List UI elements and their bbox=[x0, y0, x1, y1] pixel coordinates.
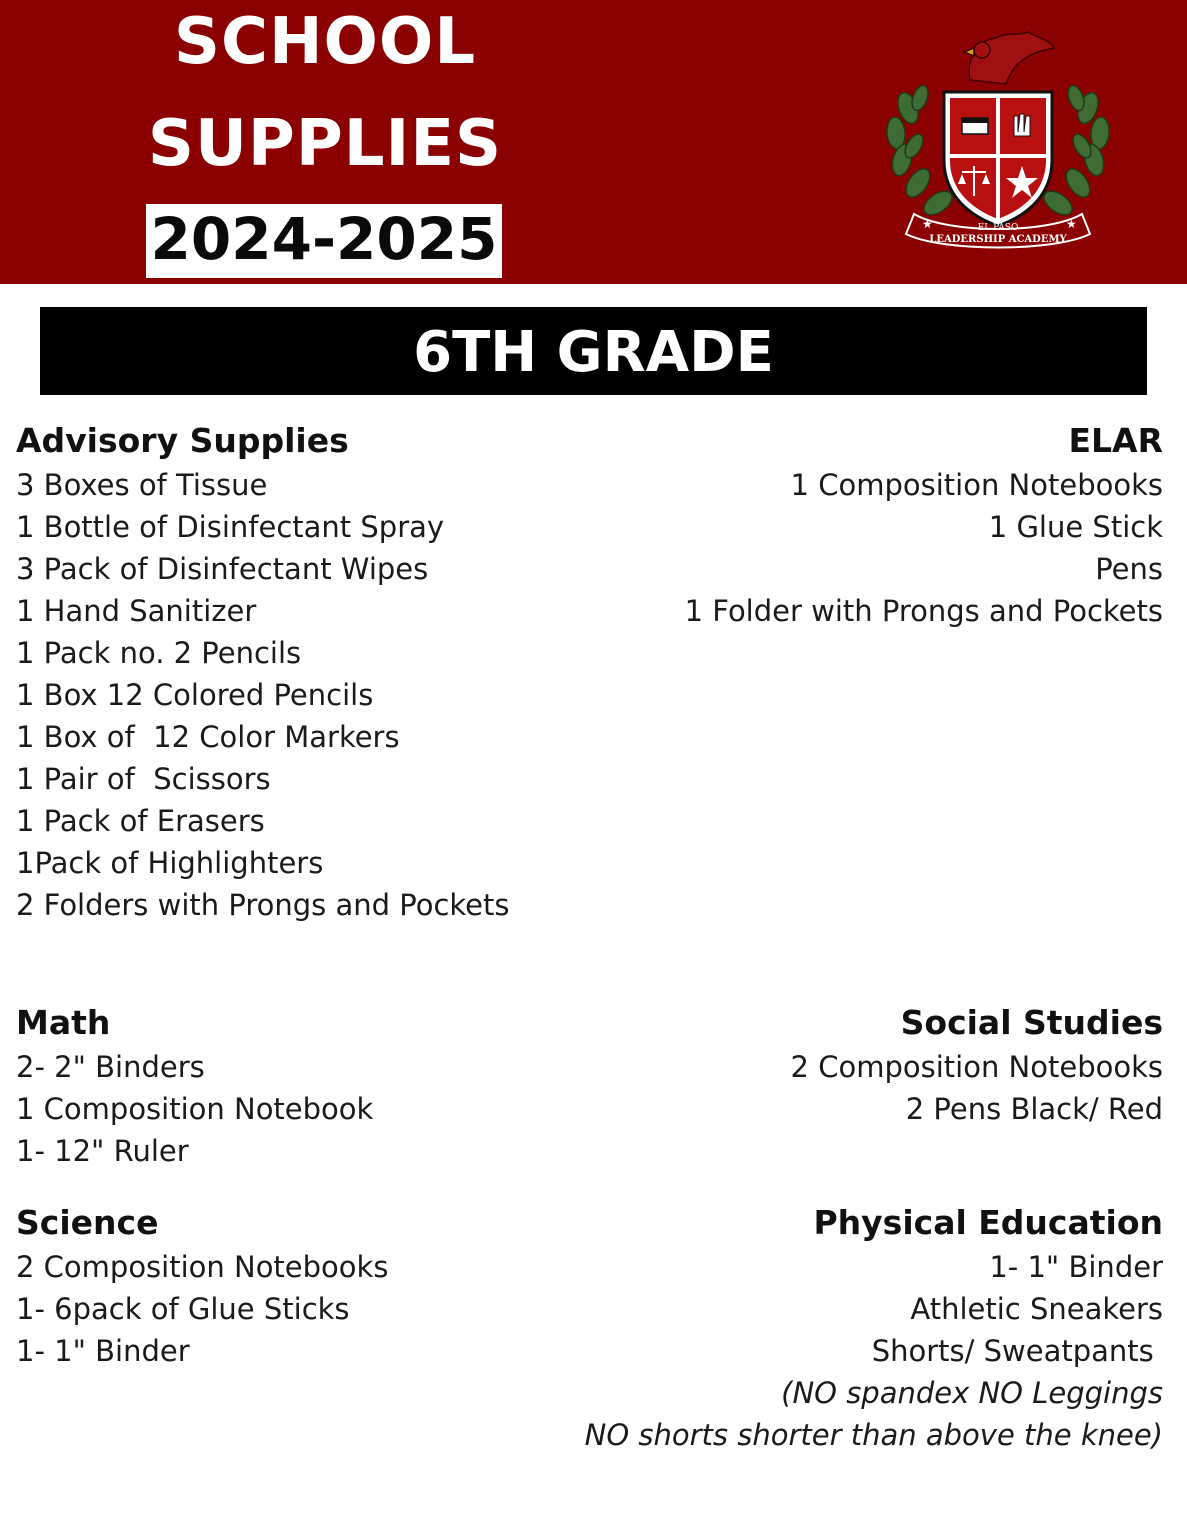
list-item: 1 Folder with Prongs and Pockets bbox=[684, 594, 1163, 628]
section-title: Physical Education bbox=[813, 1203, 1163, 1242]
grade-banner bbox=[40, 307, 1147, 395]
list-item: 2 Composition Notebooks bbox=[16, 1250, 389, 1284]
list-item: Athletic Sneakers bbox=[910, 1292, 1163, 1326]
list-item: Pens bbox=[1095, 552, 1163, 586]
svg-text:★: ★ bbox=[922, 217, 933, 231]
section-title: Science bbox=[16, 1203, 159, 1242]
list-item: 1 Pack of Erasers bbox=[16, 804, 265, 838]
dress-code-note: NO shorts shorter than above the knee) bbox=[584, 1418, 1163, 1452]
list-item: 3 Boxes of Tissue bbox=[16, 468, 268, 502]
supply-list bbox=[685, 464, 1163, 632]
list-item: 1 Hand Sanitizer bbox=[16, 594, 257, 628]
list-item: 2- 2" Binders bbox=[16, 1050, 205, 1084]
crest-banner-text-2: LEADERSHIP ACADEMY bbox=[929, 234, 1067, 245]
supply-list bbox=[16, 1046, 373, 1172]
list-item: 1- 12" Ruler bbox=[16, 1134, 189, 1168]
science-section bbox=[16, 1200, 388, 1372]
school-crest-logo bbox=[878, 28, 1118, 260]
grade-title: 6TH GRADE bbox=[413, 320, 774, 385]
list-item: 1 Box 12 Colored Pencils bbox=[16, 678, 374, 712]
dress-code-note: (NO spandex NO Leggings bbox=[781, 1376, 1163, 1410]
list-item: 1 Bottle of Disinfectant Spray bbox=[16, 510, 445, 544]
supply-list bbox=[16, 464, 509, 926]
supply-list bbox=[16, 1246, 388, 1372]
year-box bbox=[146, 204, 502, 278]
list-item: 1 Pair of Scissors bbox=[16, 762, 271, 796]
section-title: Math bbox=[16, 1003, 111, 1042]
list-item: 1Pack of Highlighters bbox=[16, 846, 324, 880]
physical-education-section bbox=[585, 1200, 1163, 1456]
list-item: 1 Composition Notebooks bbox=[790, 468, 1163, 502]
section-title: Advisory Supplies bbox=[16, 421, 349, 460]
section-title: Social Studies bbox=[900, 1003, 1163, 1042]
list-item: 1 Box of 12 Color Markers bbox=[16, 720, 400, 754]
list-item: Shorts/ Sweatpants bbox=[871, 1334, 1163, 1368]
list-item: 1 Pack no. 2 Pencils bbox=[16, 636, 302, 670]
list-item: 3 Pack of Disinfectant Wipes bbox=[16, 552, 429, 586]
list-item: 1- 1" Binder bbox=[16, 1334, 190, 1368]
header-banner bbox=[0, 0, 1187, 284]
social-studies-section bbox=[791, 1000, 1163, 1130]
list-item: 2 Composition Notebooks bbox=[790, 1050, 1163, 1084]
school-year: 2024-2025 bbox=[150, 205, 498, 273]
advisory-supplies-section bbox=[16, 418, 509, 926]
supply-list bbox=[585, 1246, 1163, 1456]
svg-text:★: ★ bbox=[1066, 217, 1077, 231]
list-item: 2 Folders with Prongs and Pockets bbox=[16, 888, 510, 922]
supply-list bbox=[791, 1046, 1163, 1130]
title-line-2: SUPPLIES bbox=[147, 107, 503, 181]
section-title: ELAR bbox=[1068, 421, 1163, 460]
elar-section bbox=[685, 418, 1163, 632]
title-line-1: SCHOOL bbox=[173, 5, 477, 79]
math-section bbox=[16, 1000, 373, 1172]
crest-banner-text-1: EL PASO bbox=[977, 223, 1019, 233]
list-item: 2 Pens Black/ Red bbox=[905, 1092, 1163, 1126]
list-item: 1 Composition Notebook bbox=[16, 1092, 374, 1126]
list-item: 1- 6pack of Glue Sticks bbox=[16, 1292, 350, 1326]
list-item: 1- 1" Binder bbox=[989, 1250, 1163, 1284]
list-item: 1 Glue Stick bbox=[988, 510, 1163, 544]
